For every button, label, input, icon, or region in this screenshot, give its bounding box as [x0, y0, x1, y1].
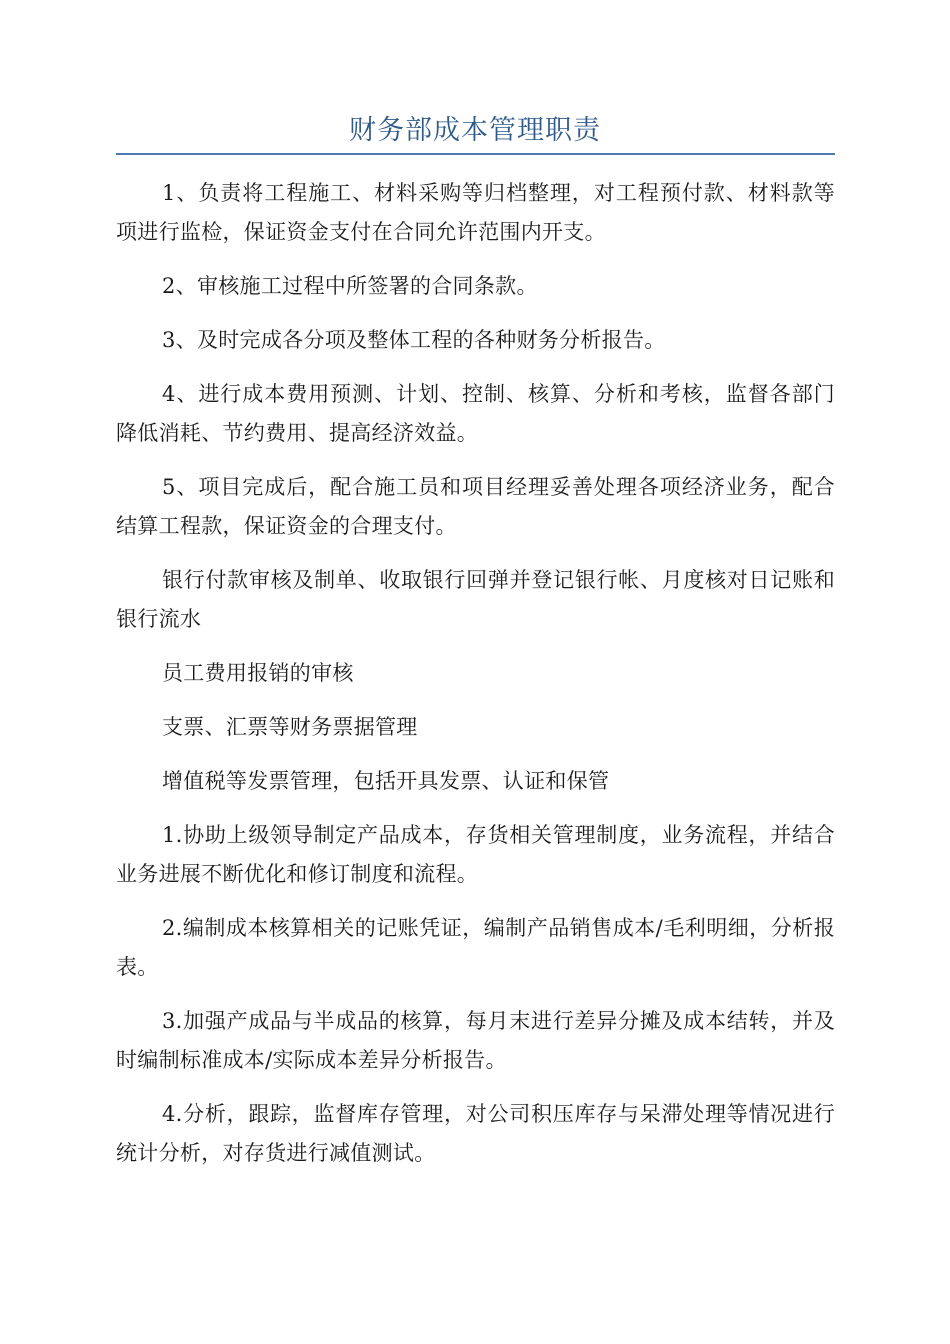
paragraph-13: 4.分析，跟踪，监督库存管理，对公司积压库存与呆滞处理等情况进行统计分析，对存货进行减值测试。 [116, 1102, 835, 1165]
paragraph-7: 员工费用报销的审核 [162, 661, 354, 685]
paragraph-5: 5、项目完成后，配合施工员和项目经理妥善处理各项经济业务，配合结算工程款，保证资金的合理支付。 [116, 475, 835, 538]
paragraph-1: 1、负责将工程施工、材料采购等归档整理，对工程预付款、材料款等项进行监检，保证资金支付在合同允许范围内开支。 [116, 181, 835, 244]
paragraph-2: 2、审核施工过程中所签署的合同条款。 [162, 274, 538, 298]
paragraph-9: 增值税等发票管理，包括开具发票、认证和保管 [162, 769, 610, 793]
paragraph-11: 2.编制成本核算相关的记账凭证，编制产品销售成本/毛利明细，分析报表。 [116, 916, 835, 979]
page-title: 财务部成本管理职责 [349, 115, 601, 146]
paragraph-10: 1.协助上级领导制定产品成本，存货相关管理制度，业务流程，并结合业务进展不断优化和修订制度和流程。 [116, 823, 835, 886]
title-underline [116, 153, 835, 155]
document-body [116, 174, 835, 1188]
paragraph-12: 3.加强产成品与半成品的核算，每月末进行差异分摊及成本结转，并及时编制标准成本/实际成本差异分析报告。 [116, 1009, 835, 1072]
paragraph-4: 4、进行成本费用预测、计划、控制、核算、分析和考核，监督各部门降低消耗、节约费用、提高经济效益。 [116, 382, 835, 445]
paragraph-3: 3、及时完成各分项及整体工程的各种财务分析报告。 [162, 328, 666, 352]
paragraph-8: 支票、汇票等财务票据管理 [162, 715, 418, 739]
paragraph-6: 银行付款审核及制单、收取银行回弹并登记银行帐、月度核对日记账和银行流水 [116, 568, 835, 631]
